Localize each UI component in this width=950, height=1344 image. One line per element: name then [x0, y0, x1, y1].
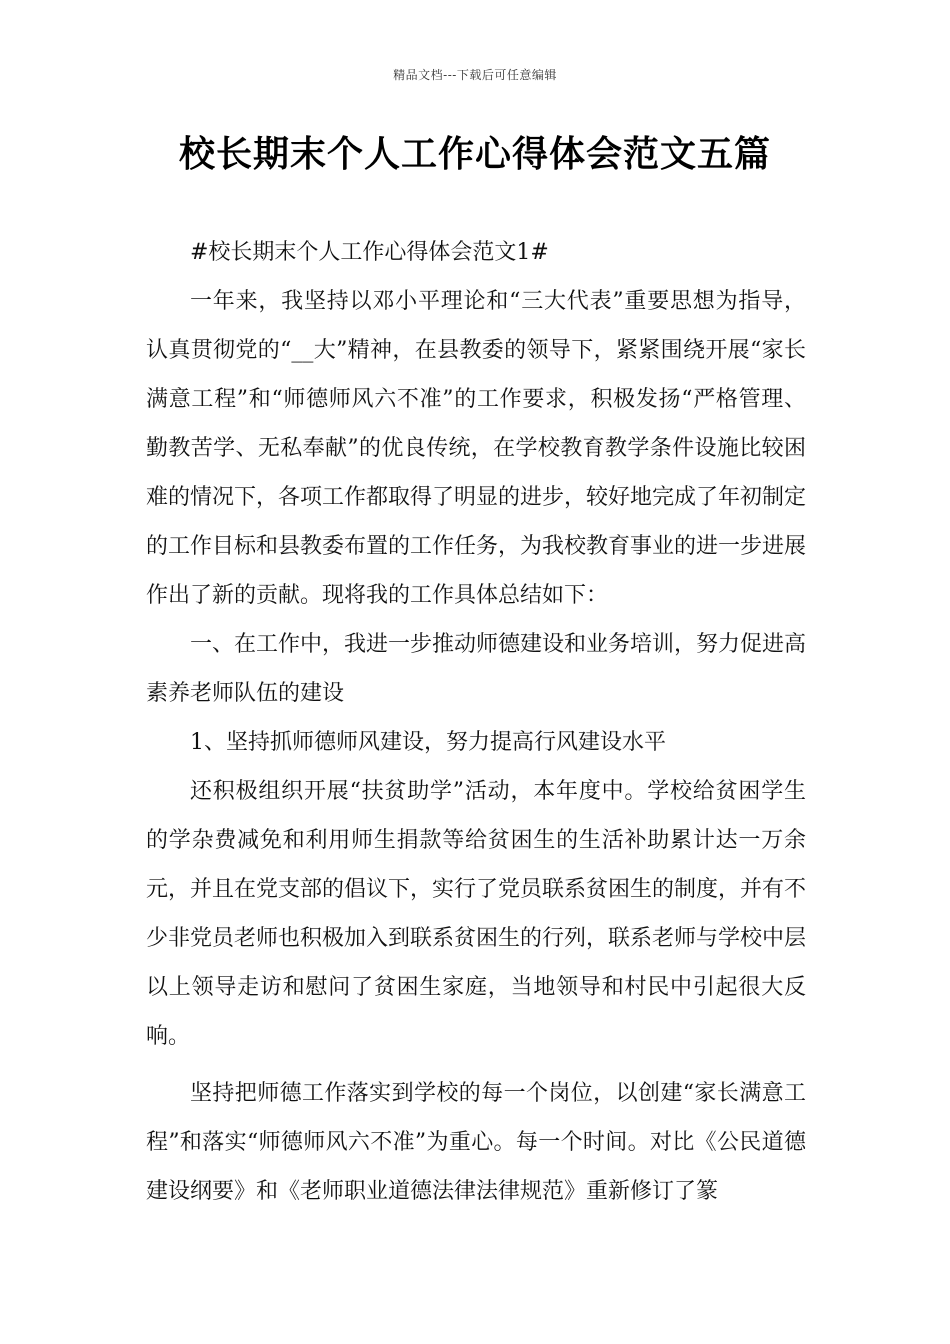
paragraph: 1、坚持抓师德师风建设，努力提高行风建设水平 — [190, 730, 666, 755]
document-title: 校长期末个人工作心得体会范文五篇 — [178, 133, 771, 175]
paragraph: 坚持把师德工作落实到学校的每一个岗位，以创建“家长满意工程”和落实“师德师风六不准”为重心。每一个时间。对比《公民道德建设纲要》和《老师职业道德法律法律规范》重新修订了篆 — [146, 1081, 806, 1204]
header-watermark: 精品文档---下载后可任意编辑 — [393, 68, 557, 82]
paragraph: 一年来，我坚持以邓小平理论和“三大代表”重要思想为指导，认真贯彻党的“__大”精神，在县教委的领导下，紧紧围绕开展“家长满意工程”和“师德师风六不准”的工作要求，积极发扬“严格管理、勤教苦学、无私奉献”的优良传统，在学校教育教学条件设施比较困难的情况下，各项工作都取得了明显的进步，较好地完成了年初制定的工作目标和县教委布置的工作任务，为我校教育事业的进一步进展作出了新的贡献。现将我的工作具体总结如下： — [146, 289, 807, 608]
section-heading: #校长期末个人工作心得体会范文1# — [190, 240, 549, 265]
paragraph: 还积极组织开展“扶贫助学”活动，本年度中。学校给贫困学生的学杂费减免和利用师生捐款等给贫困生的生活补助累计达一万余元，并且在党支部的倡议下，实行了党员联系贫困生的制度，并有不少非党员老师也积极加入到联系贫困生的行列，联系老师与学校中层以上领导走访和慰问了贫困生家庭，当地领导和村民中引起很大反响。 — [146, 779, 807, 1049]
document-body — [146, 228, 806, 1216]
paragraph: 一、在工作中，我进一步推动师德建设和业务培训，努力促进高素养老师队伍的建设 — [146, 632, 807, 706]
